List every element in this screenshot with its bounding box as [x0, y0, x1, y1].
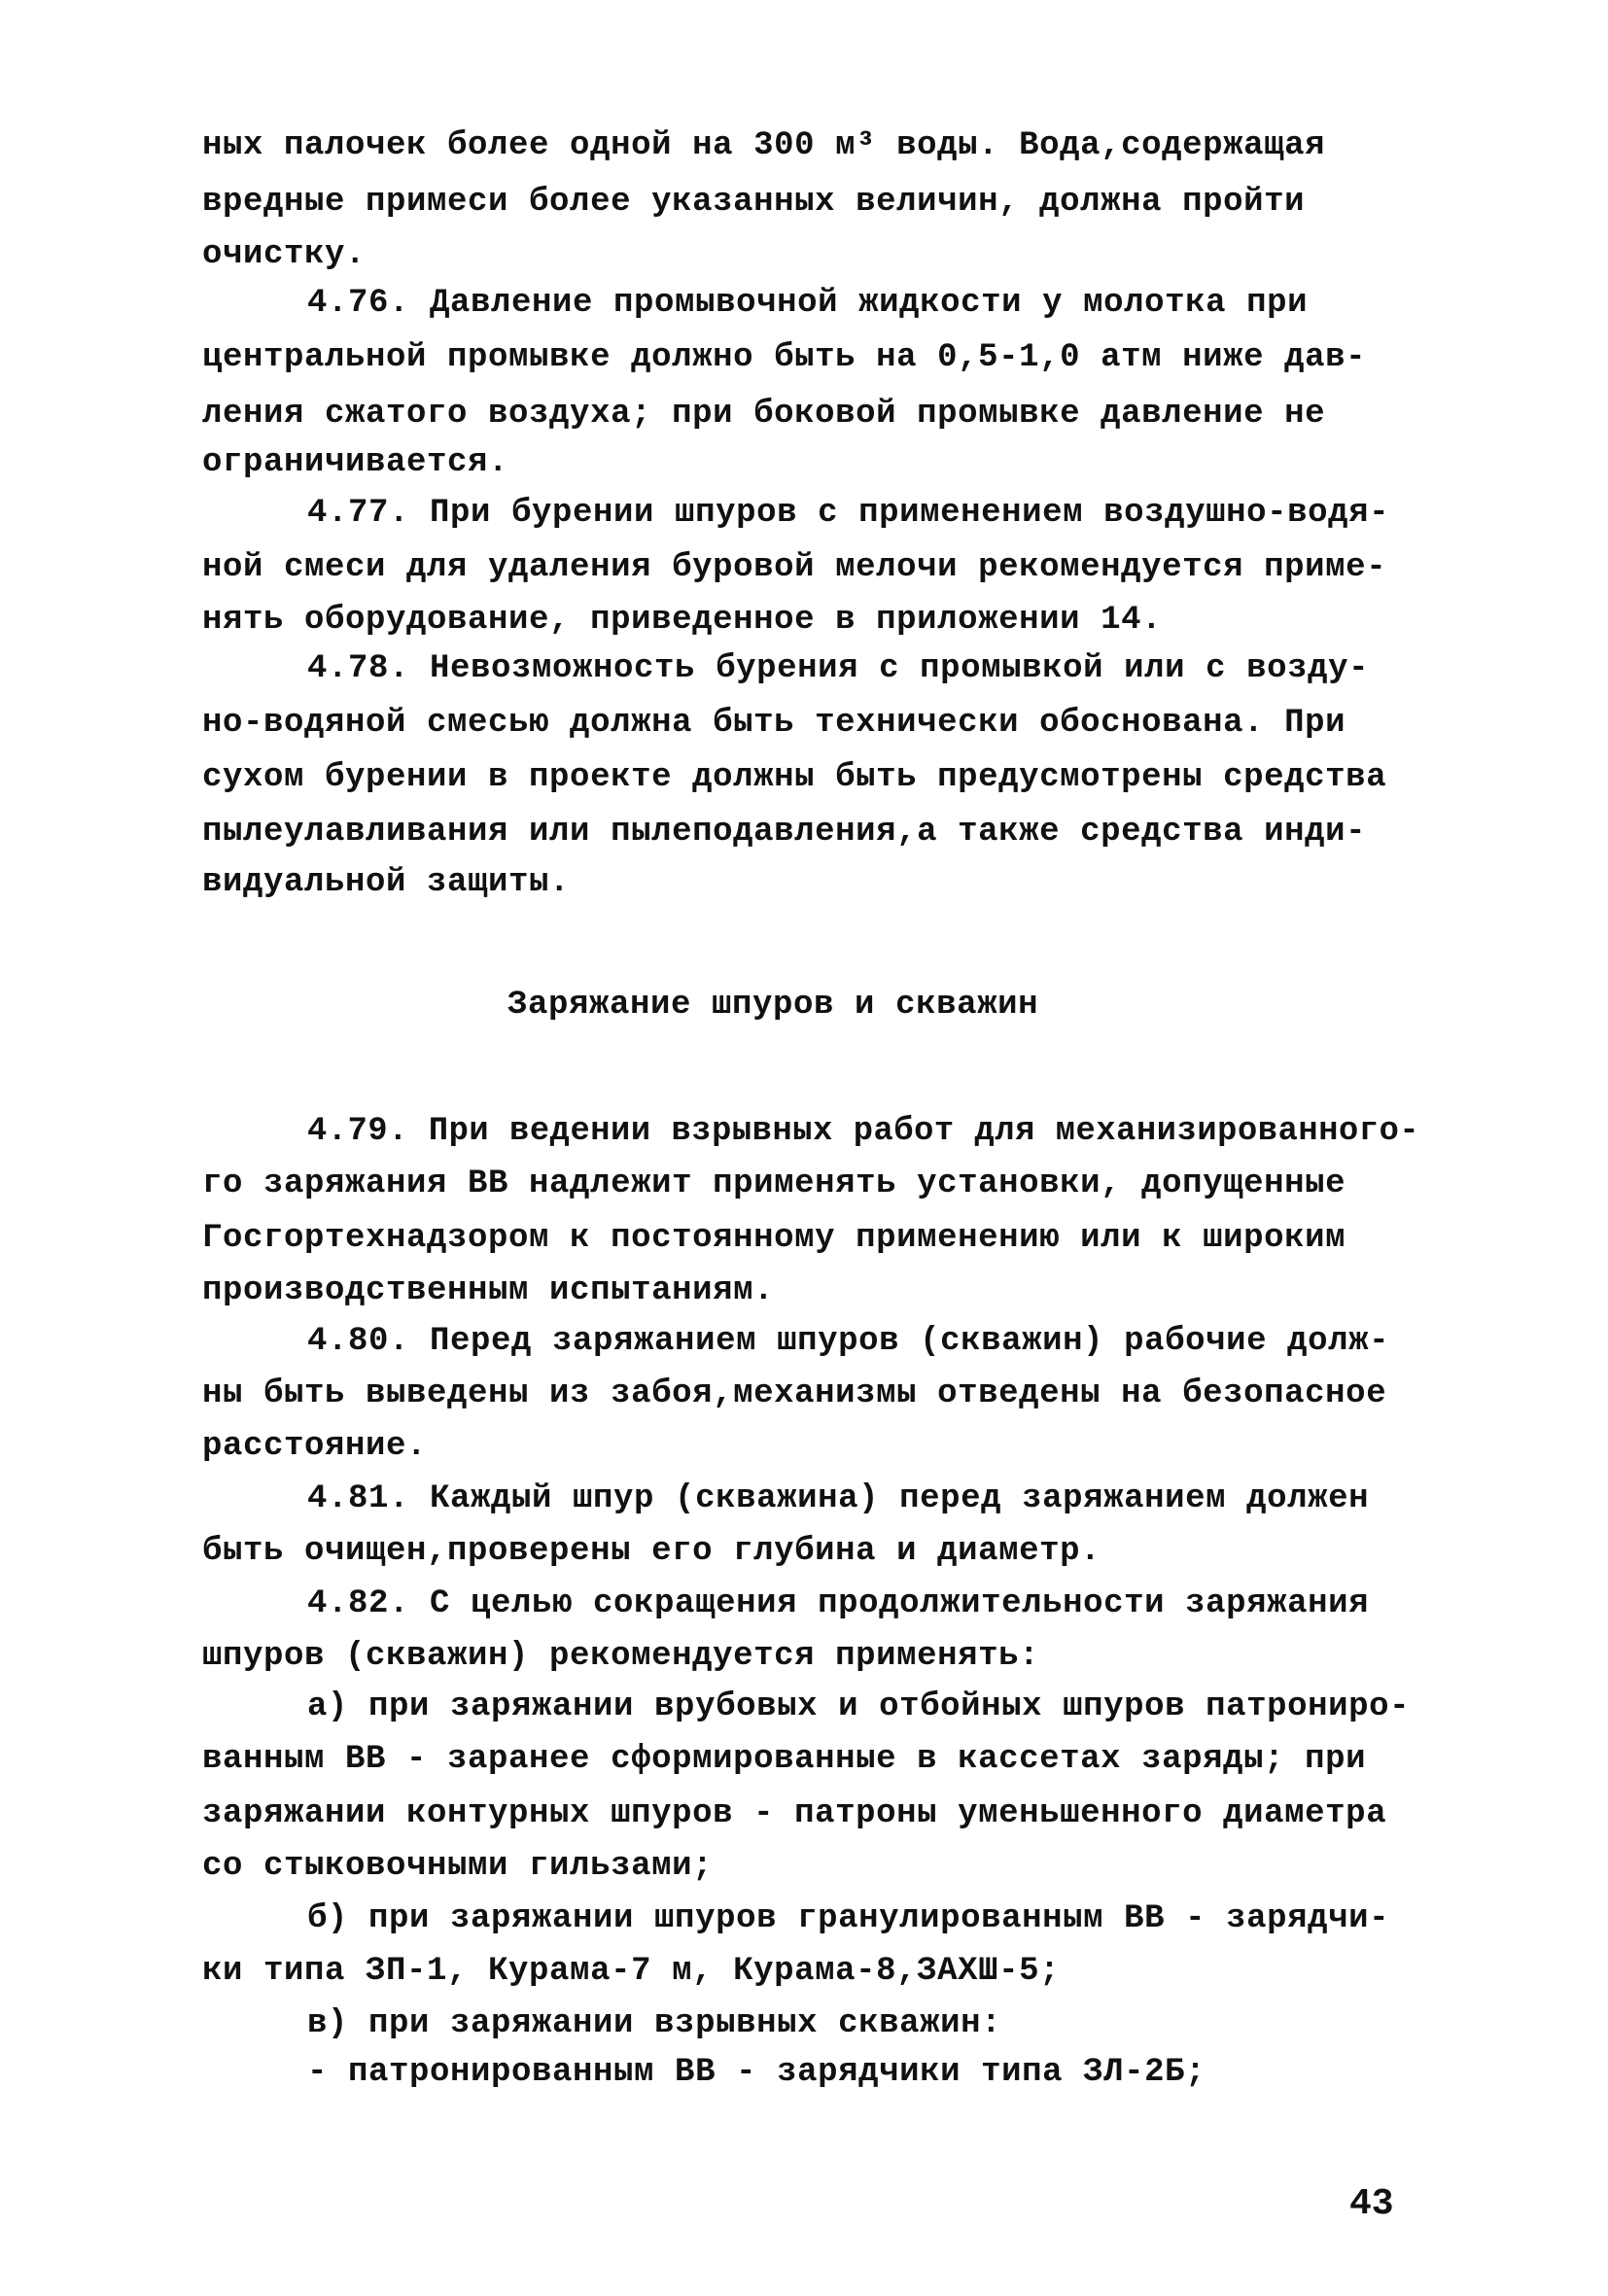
text-line: го заряжания ВВ надлежит применять установки, допущенные: [202, 1165, 1346, 1202]
text-line: б) при заряжании шпуров гранулированным ВВ - зарядчи-: [307, 1900, 1390, 1937]
text-line: сухом бурении в проекте должны быть предусмотрены средства: [202, 759, 1387, 796]
text-line: - патронированным ВВ - зарядчики типа ЗЛ-2Б;: [307, 2054, 1206, 2091]
text-line: 4.77. При бурении шпуров с применением воздушно-водя-: [307, 495, 1390, 532]
text-line: пылеулавливания или пылеподавления,а также средства инди-: [202, 814, 1367, 851]
text-line: 4.80. Перед заряжанием шпуров (скважин) рабочие долж-: [307, 1323, 1390, 1360]
text-line: 4.79. При ведении взрывных работ для механизированного-: [307, 1113, 1420, 1150]
text-line: заряжании контурных шпуров - патроны уменьшенного диаметра: [202, 1795, 1387, 1832]
text-line: шпуров (скважин) рекомендуется применять:: [202, 1638, 1040, 1675]
text-line: быть очищен,проверены его глубина и диаметр.: [202, 1533, 1101, 1570]
text-line: вредные примеси более указанных величин, должна пройти: [202, 184, 1306, 221]
text-line: ления сжатого воздуха; при боковой промывке давление не: [202, 396, 1326, 433]
text-line: но-водяной смесью должна быть технически обоснована. При: [202, 705, 1346, 742]
text-line: со стыковочными гильзами;: [202, 1848, 714, 1885]
page-number: 43: [1349, 2183, 1394, 2225]
text-line: нять оборудование, приведенное в приложении 14.: [202, 602, 1163, 639]
text-line: ванным ВВ - заранее сформированные в кассетах заряды; при: [202, 1741, 1367, 1778]
text-line: 4.82. С целью сокращения продолжительности заряжания: [307, 1585, 1370, 1622]
text-line: ограничивается.: [202, 444, 509, 481]
text-line: ки типа ЗП-1, Курама-7 м, Курама-8,ЗАХШ-5;: [202, 1953, 1061, 1990]
text-line: а) при заряжании врубовых и отбойных шпуров патрониро-: [307, 1688, 1411, 1725]
text-line: 4.78. Невозможность бурения с промывкой или с возду-: [307, 650, 1370, 687]
text-line: расстояние.: [202, 1428, 428, 1465]
text-line: центральной промывке должно быть на 0,5-1,0 атм ниже дав-: [202, 339, 1367, 376]
text-line: ной смеси для удаления буровой мелочи рекомендуется приме-: [202, 549, 1387, 586]
text-line: Госгортехнадзором к постоянному применению или к широким: [202, 1220, 1346, 1257]
text-line: ны быть выведены из забоя,механизмы отведены на безопасное: [202, 1375, 1387, 1412]
text-line: ных палочек более одной на 300 м³ воды. Вода,содержащая: [202, 127, 1326, 164]
text-line: 4.76. Давление промывочной жидкости у молотка при: [307, 285, 1309, 322]
section-heading: Заряжание шпуров и скважин: [507, 987, 1039, 1024]
text-line: видуальной защиты.: [202, 864, 571, 901]
text-line: производственным испытаниям.: [202, 1272, 775, 1309]
text-line: в) при заряжании взрывных скважин:: [307, 2005, 1002, 2042]
text-line: 4.81. Каждый шпур (скважина) перед заряжанием должен: [307, 1480, 1370, 1517]
text-line: очистку.: [202, 236, 367, 273]
